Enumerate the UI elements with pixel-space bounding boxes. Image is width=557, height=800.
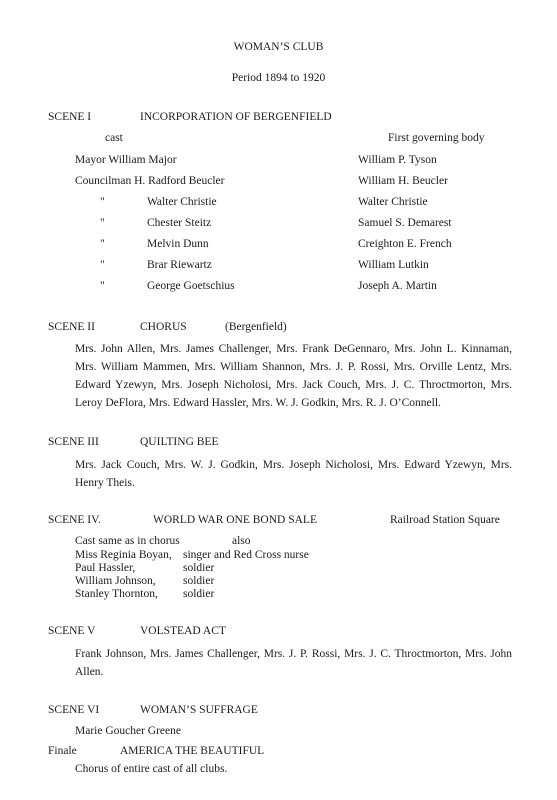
scene-6-cast: Marie Goucher Greene xyxy=(75,725,181,737)
governing-member: Joseph A. Martin xyxy=(358,280,437,292)
finale-label: Finale xyxy=(48,745,77,757)
role-name: William Johnson, xyxy=(75,575,156,587)
scene-2-subtitle: (Bergenfield) xyxy=(225,321,287,333)
cast-member: George Goetschius xyxy=(147,280,235,292)
governing-member: Samuel S. Demarest xyxy=(358,217,452,229)
finale-title: AMERICA THE BEAUTIFUL xyxy=(120,745,265,757)
cast-header: cast xyxy=(105,132,123,144)
governing-header: First governing body xyxy=(388,132,485,144)
scene-3-title: QUILTING BEE xyxy=(140,436,219,448)
scene-4-also: also xyxy=(232,535,251,547)
cast-member: Brar Riewartz xyxy=(147,259,212,271)
ditto-mark: " xyxy=(100,238,105,250)
cast-member: Walter Christie xyxy=(147,196,217,208)
scene-1-label: SCENE I xyxy=(48,111,92,123)
scene-4-cast-note: Cast same as in chorus xyxy=(75,535,180,547)
scene-5-label: SCENE V xyxy=(48,625,96,637)
scene-2-label: SCENE II xyxy=(48,321,95,333)
role-description: soldier xyxy=(183,562,215,574)
cast-member: Mayor William Major xyxy=(75,154,177,166)
cast-member: Chester Steitz xyxy=(147,217,212,229)
period-subtitle: Period 1894 to 1920 xyxy=(231,72,326,84)
ditto-mark: " xyxy=(100,217,105,229)
ditto-mark: " xyxy=(100,280,105,292)
scene-4-location: Railroad Station Square xyxy=(390,514,500,526)
scene-6-label: SCENE VI xyxy=(48,704,100,716)
scene-2-title: CHORUS xyxy=(140,321,187,333)
scene-6-title: WOMAN’S SUFFRAGE xyxy=(140,704,258,716)
scene-1-title: INCORPORATION OF BERGENFIELD xyxy=(140,111,332,123)
ditto-mark: " xyxy=(100,196,105,208)
role-description: singer and Red Cross nurse xyxy=(183,549,309,561)
governing-member: Creighton E. French xyxy=(358,238,452,250)
scene-3-cast-text: Mrs. Jack Couch, Mrs. W. J. Godkin, Mrs. Joseph Nicholosi, Mrs. Edward Yzewyn, Mrs. Henry Theis. xyxy=(75,459,512,489)
scene-5-title: VOLSTEAD ACT xyxy=(140,625,226,637)
role-name: Miss Reginia Boyan, xyxy=(75,549,172,561)
ditto-mark: " xyxy=(100,259,105,271)
governing-member: William Lutkin xyxy=(358,259,429,271)
role-description: soldier xyxy=(183,575,215,587)
scene-3-label: SCENE III xyxy=(48,436,99,448)
role-name: Paul Hassler, xyxy=(75,562,136,574)
scene-4-title: WORLD WAR ONE BOND SALE xyxy=(153,514,317,526)
cast-member: Melvin Dunn xyxy=(147,238,209,250)
governing-member: William P. Tyson xyxy=(358,154,437,166)
governing-member: William H. Beucler xyxy=(358,175,448,187)
scene-5-cast-text: Frank Johnson, Mrs. James Challenger, Mrs. J. P. Rossi, Mrs. J. C. Throctmorton, Mrs. John Allen. xyxy=(75,648,512,678)
page-title: WOMAN’S CLUB xyxy=(233,41,324,53)
role-name: Stanley Thornton, xyxy=(75,588,158,600)
role-description: soldier xyxy=(183,588,215,600)
finale-text: Chorus of entire cast of all clubs. xyxy=(75,763,228,775)
scene-4-label: SCENE IV. xyxy=(48,514,101,526)
scene-2-cast-text: Mrs. John Allen, Mrs. James Challenger, Mrs. Frank DeGennaro, Mrs. John L. Kinnaman, Mrs. William Mammen, Mrs. William Shannon, Mrs. J. P. Rossi, Mrs. Orville Lentz, Mrs. Edward Yzewyn, Mrs. Joseph Nicholosi, Mrs. Jack Couch, Mrs. J. C. Throctmorton, Mrs. Leroy DeFlora, Mrs. Edward Hassler, Mrs. W. J. Godkin, Mrs. R. J. O’Connell. xyxy=(75,343,512,409)
governing-member: Walter Christie xyxy=(358,196,428,208)
cast-member: Councilman H. Radford Beucler xyxy=(75,175,225,187)
